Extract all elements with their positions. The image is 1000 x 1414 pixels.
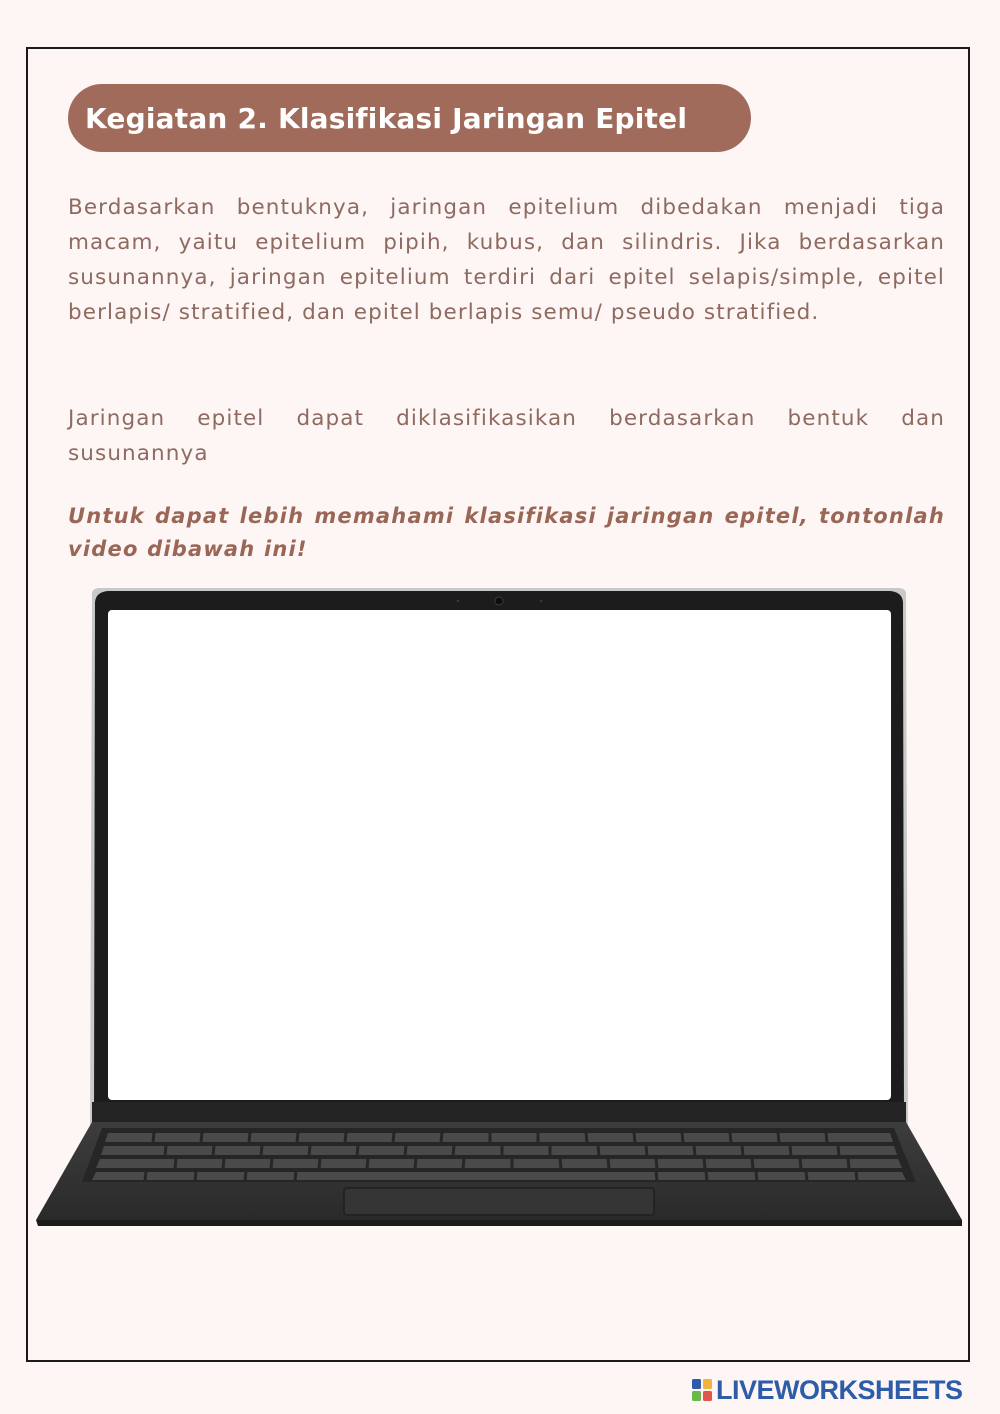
logo-text: LIVEWORKSHEETS <box>716 1375 963 1405</box>
intro-paragraph: Berdasarkan bentuknya, jaringan epitelium dibedakan menjadi tiga macam, yaitu epitelium pipih, kubus, dan silindris. Jika berdasarkan susunannya, jaringan epitelium terdiri dari epitel selapis/simple, epitel berlapis/ stratified, dan epitel berlapis semu/ pseudo stratified. <box>68 195 945 325</box>
classification-paragraph: Jaringan epitel dapat diklasifikasikan berdasarkan bentuk dan susunannya <box>68 406 945 466</box>
liveworksheets-logo-icon <box>692 1379 712 1401</box>
laptop-illustration <box>36 588 962 1228</box>
page-title: Kegiatan 2. Klasifikasi Jaringan Epitel <box>68 84 751 152</box>
video-instruction: Untuk dapat lebih memahami klasifikasi jaringan epitel, tontonlah video dibawah ini! <box>68 504 945 561</box>
video-screen <box>108 610 891 1100</box>
liveworksheets-logo[interactable] <box>692 1376 963 1404</box>
trackpad <box>344 1188 654 1215</box>
video-player-frame[interactable] <box>36 588 962 1228</box>
